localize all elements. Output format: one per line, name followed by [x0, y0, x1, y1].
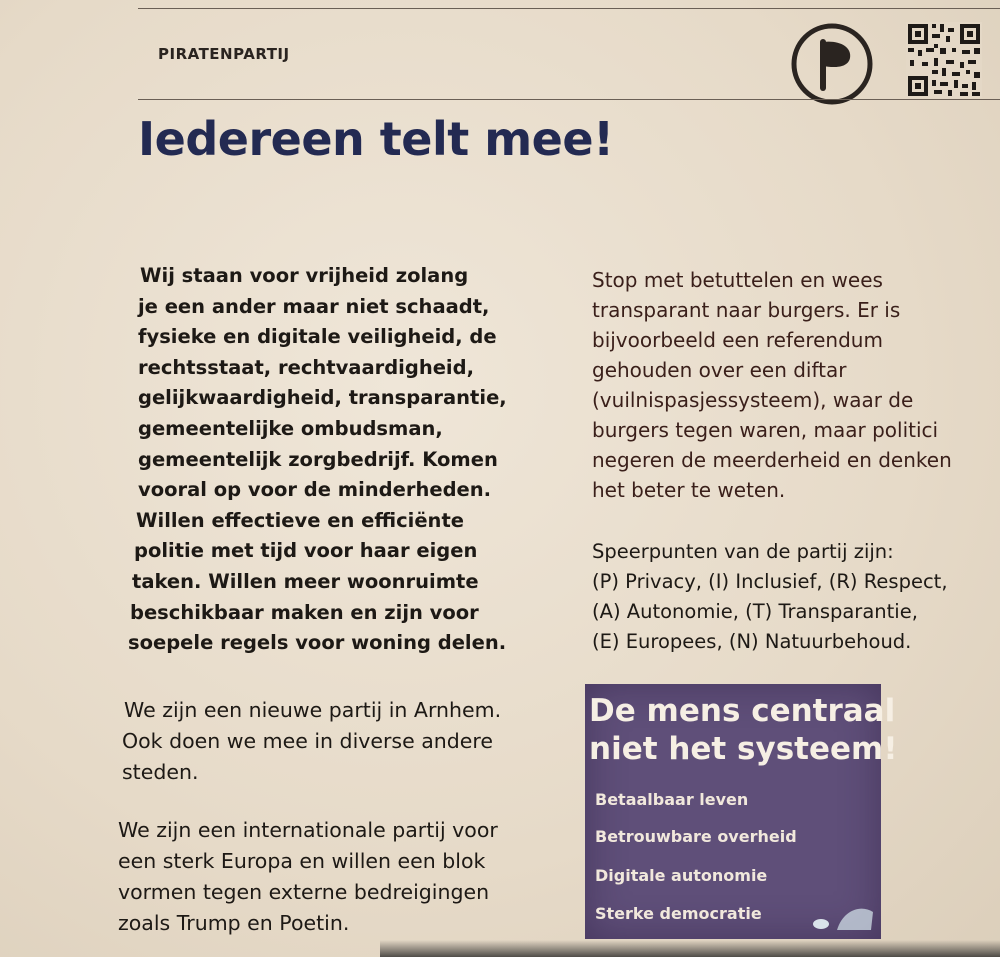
qr-code-icon: [906, 22, 982, 98]
text-line: je een ander maar niet schaadt,: [138, 294, 490, 318]
right-column: [592, 265, 992, 657]
headline: Iedereen telt mee!: [138, 112, 614, 166]
text-line: burgers tegen waren, maar politici: [592, 418, 939, 442]
header-rule: [138, 99, 1000, 100]
left-paragraph-arnhem: [118, 695, 558, 788]
text-line: het beter te weten.: [592, 478, 786, 502]
promo-title-line: De mens centraal: [589, 693, 896, 729]
promo-title: [589, 692, 898, 768]
text-line: soepele regels voor woning delen.: [128, 631, 507, 655]
text-line: Wij staan voor vrijheid zolang: [140, 264, 469, 287]
text-line: Willen effectieve en efficiënte: [136, 508, 464, 532]
text-line: beschikbaar maken en zijn voor: [130, 600, 479, 624]
text-line: transparant naar burgers. Er is: [592, 298, 901, 322]
left-bold-paragraph: [118, 261, 558, 659]
page-edge-shadow: [380, 940, 1000, 957]
text-line: gelijkwaardigheid, transparantie,: [138, 386, 507, 410]
promo-box: [585, 684, 898, 939]
text-line: zoals Trump en Poetin.: [118, 910, 350, 935]
text-line: (E) Europees, (N) Natuurbehoud.: [592, 630, 912, 653]
promo-item: Digitale autonomie: [595, 866, 768, 885]
left-column: [118, 261, 558, 939]
text-line: steden.: [122, 759, 199, 784]
right-paragraph-transparency: [592, 265, 992, 505]
pirate-flag-logo-icon: [790, 22, 874, 106]
text-line: fysieke en digitale veiligheid, de: [138, 325, 497, 349]
top-rule: [138, 8, 1000, 9]
text-line: vooral op voor de minderheden.: [138, 478, 492, 502]
text-line: gemeentelijk zorgbedrijf. Komen: [138, 447, 498, 471]
promo-item: Sterke democratie: [595, 904, 762, 923]
promo-item: Betrouwbare overheid: [595, 827, 797, 846]
promo-item: Betaalbaar leven: [595, 790, 749, 809]
text-line: een sterk Europa en willen een blok: [118, 848, 486, 873]
text-line: (A) Autonomie, (T) Transparantie,: [592, 600, 918, 623]
text-line: bijvoorbeeld een referendum: [592, 328, 883, 352]
text-line: We zijn een internationale partij voor: [118, 817, 498, 842]
text-line: Ook doen we mee in diverse andere: [122, 728, 494, 753]
text-line: Speerpunten van de partij zijn:: [592, 540, 894, 563]
text-line: rechtsstaat, rechtvaardigheid,: [138, 355, 474, 379]
left-paragraph-europe: [118, 815, 558, 939]
text-line: (vuilnispasjessysteem), waar de: [592, 388, 914, 412]
party-label: PIRATENPARTIJ: [158, 45, 290, 63]
text-line: We zijn een nieuwe partij in Arnhem.: [124, 697, 502, 722]
text-line: gehouden over een diftar: [592, 358, 847, 382]
text-line: gemeentelijke ombudsman,: [138, 416, 443, 440]
text-line: taken. Willen meer woonruimte: [132, 569, 479, 593]
text-line: negeren de meerderheid en denken: [592, 448, 952, 472]
promo-decoration-icon: [801, 900, 877, 934]
promo-title-line: niet het systeem!: [589, 731, 898, 767]
text-line: (P) Privacy, (I) Inclusief, (R) Respect,: [592, 570, 948, 593]
text-line: politie met tijd voor haar eigen: [134, 539, 478, 563]
text-line: Stop met betuttelen en wees: [592, 268, 883, 292]
right-paragraph-spearheads: [592, 537, 992, 657]
text-line: vormen tegen externe bedreigingen: [118, 879, 490, 904]
